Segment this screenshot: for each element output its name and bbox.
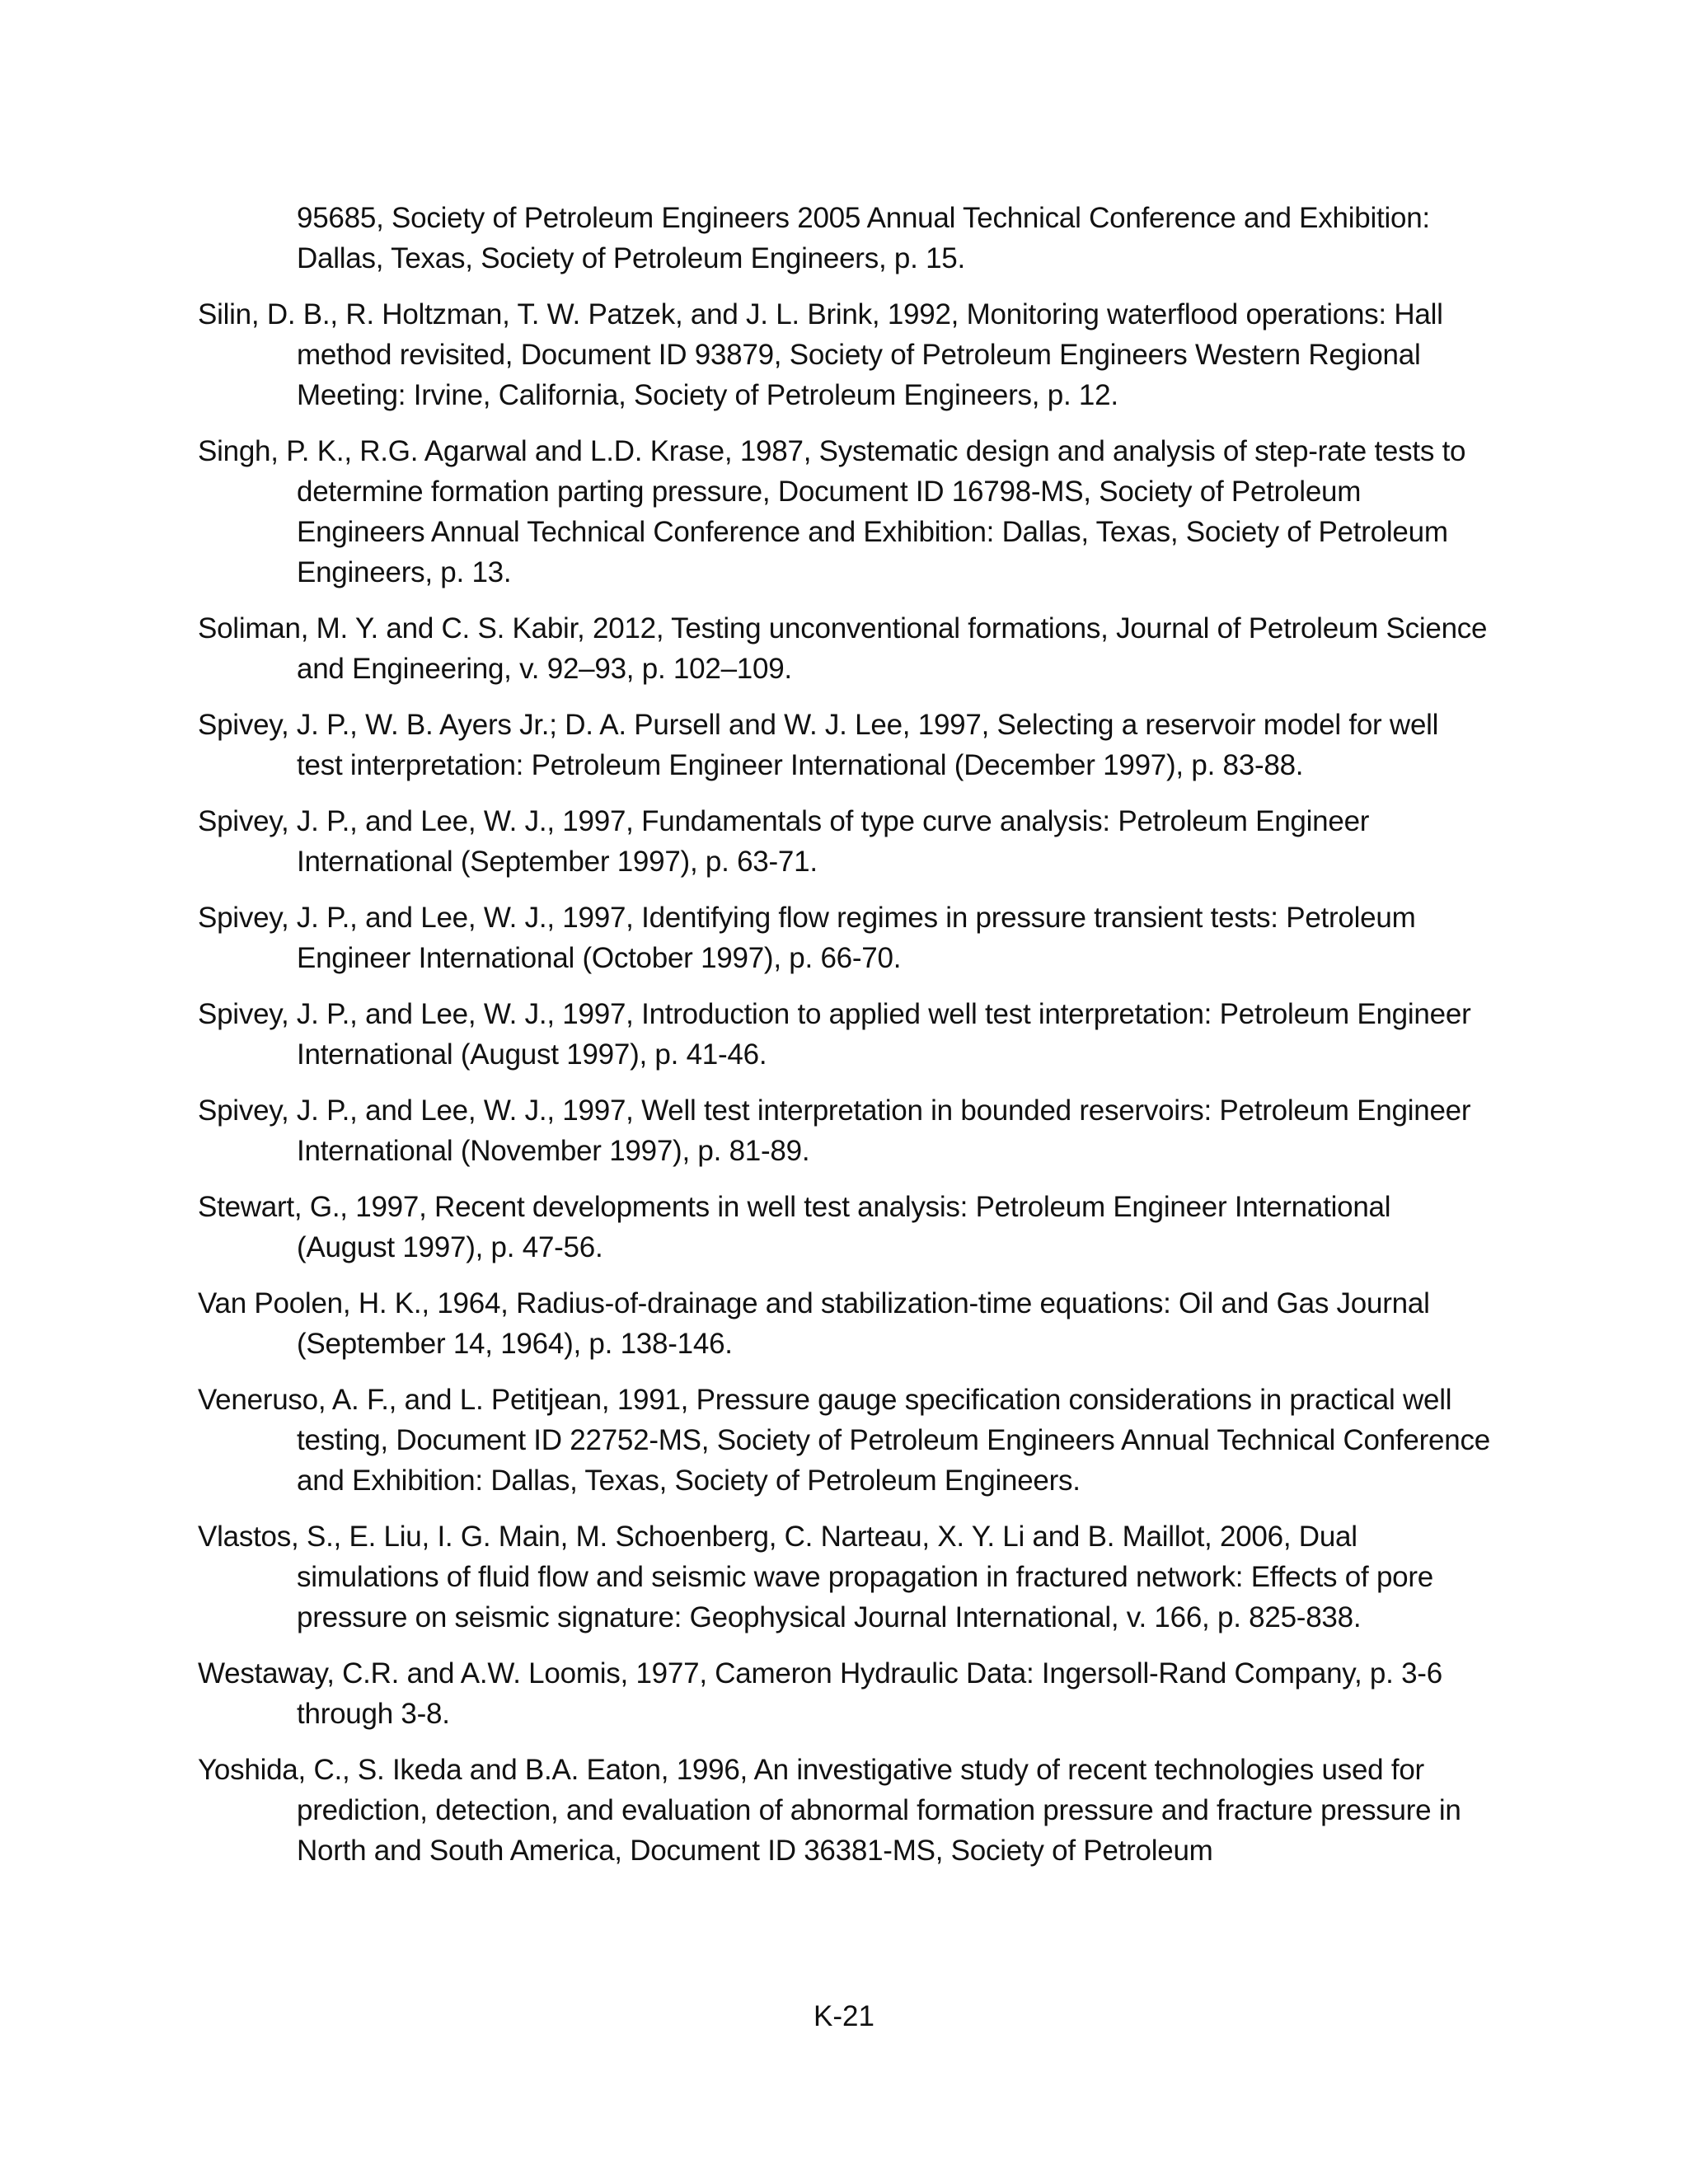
reference-entry-stewart-1997: Stewart, G., 1997, Recent developments in well test analysis: Petroleum Engineer International (August 1997), p. 47-56. bbox=[198, 1191, 1391, 1263]
reference-list bbox=[198, 198, 1492, 1886]
reference-entry-spivey-introduction-1997: Spivey, J. P., and Lee, W. J., 1997, Introduction to applied well test interpretation: Petroleum Engineer International (August 1997), p. 41-46. bbox=[198, 998, 1471, 1071]
reference-entry-soliman-2012: Soliman, M. Y. and C. S. Kabir, 2012, Testing unconventional formations, Journal of Petroleum Science and Engineering, v. 92–93, p. 102–109. bbox=[198, 612, 1488, 685]
reference-entry-vlastos-2006: Vlastos, S., E. Liu, I. G. Main, M. Schoenberg, C. Narteau, X. Y. Li and B. Maillot, 2006, Dual simulations of fluid flow and seismic wave propagation in fractured network: Effects of pore pressure on seismic signature: Geophysical Journal International, v. 166, p. 825-838. bbox=[198, 1521, 1433, 1633]
reference-entry-yoshida-1996: Yoshida, C., S. Ikeda and B.A. Eaton, 1996, An investigative study of recent technologies used for prediction, detection, and evaluation of abnormal formation pressure and fracture pressure in North and South America, Document ID 36381-MS, Society of Petroleum bbox=[198, 1754, 1461, 1867]
reference-entry-continued: 95685, Society of Petroleum Engineers 2005 Annual Technical Conference and Exhibition: Dallas, Texas, Society of Petroleum Engineers, p. 15. bbox=[297, 202, 1430, 274]
reference-entry-singh-1987: Singh, P. K., R.G. Agarwal and L.D. Krase, 1987, Systematic design and analysis of step-rate tests to determine formation parting pressure, Document ID 16798-MS, Society of Petroleum Engineers Annual Technical Conference and Exhibition: Dallas, Texas, Society of Petroleum Engineers, p. 13. bbox=[198, 435, 1466, 588]
reference-entry-spivey-bounded-1997: Spivey, J. P., and Lee, W. J., 1997, Well test interpretation in bounded reservoirs: Petroleum Engineer International (November 1997), p. 81-89. bbox=[198, 1094, 1471, 1167]
page-number: K-21 bbox=[814, 2000, 874, 2032]
reference-entry-spivey-type-curve-1997: Spivey, J. P., and Lee, W. J., 1997, Fundamentals of type curve analysis: Petroleum Engineer International (September 1997), p. 63-71. bbox=[198, 805, 1370, 878]
reference-entry-spivey-flow-regimes-1997: Spivey, J. P., and Lee, W. J., 1997, Identifying flow regimes in pressure transient tests: Petroleum Engineer International (October 1997), p. 66-70. bbox=[198, 902, 1416, 974]
reference-entry-silin-1992: Silin, D. B., R. Holtzman, T. W. Patzek, and J. L. Brink, 1992, Monitoring waterflood operations: Hall method revisited, Document ID 93879, Society of Petroleum Engineers Western Regional Meeting: Irvine, California, Society of Petroleum Engineers, p. 12. bbox=[198, 298, 1443, 411]
reference-entry-spivey-ayers-1997: Spivey, J. P., W. B. Ayers Jr.; D. A. Pursell and W. J. Lee, 1997, Selecting a reservoir model for well test interpretation: Petroleum Engineer International (December 1997), p. 83-88. bbox=[198, 709, 1439, 781]
reference-entry-veneruso-1991: Veneruso, A. F., and L. Petitjean, 1991, Pressure gauge specification considerations in practical well testing, Document ID 22752-MS, Society of Petroleum Engineers Annual Technical Conference and Exhibition: Dallas, Texas, Society of Petroleum Engineers. bbox=[198, 1384, 1490, 1497]
reference-entry-van-poolen-1964: Van Poolen, H. K., 1964, Radius-of-drainage and stabilization-time equations: Oil and Gas Journal (September 14, 1964), p. 138-146. bbox=[198, 1287, 1430, 1360]
reference-entry-westaway-1977: Westaway, C.R. and A.W. Loomis, 1977, Cameron Hydraulic Data: Ingersoll-Rand Company, p. 3-6 through 3-8. bbox=[198, 1657, 1442, 1730]
